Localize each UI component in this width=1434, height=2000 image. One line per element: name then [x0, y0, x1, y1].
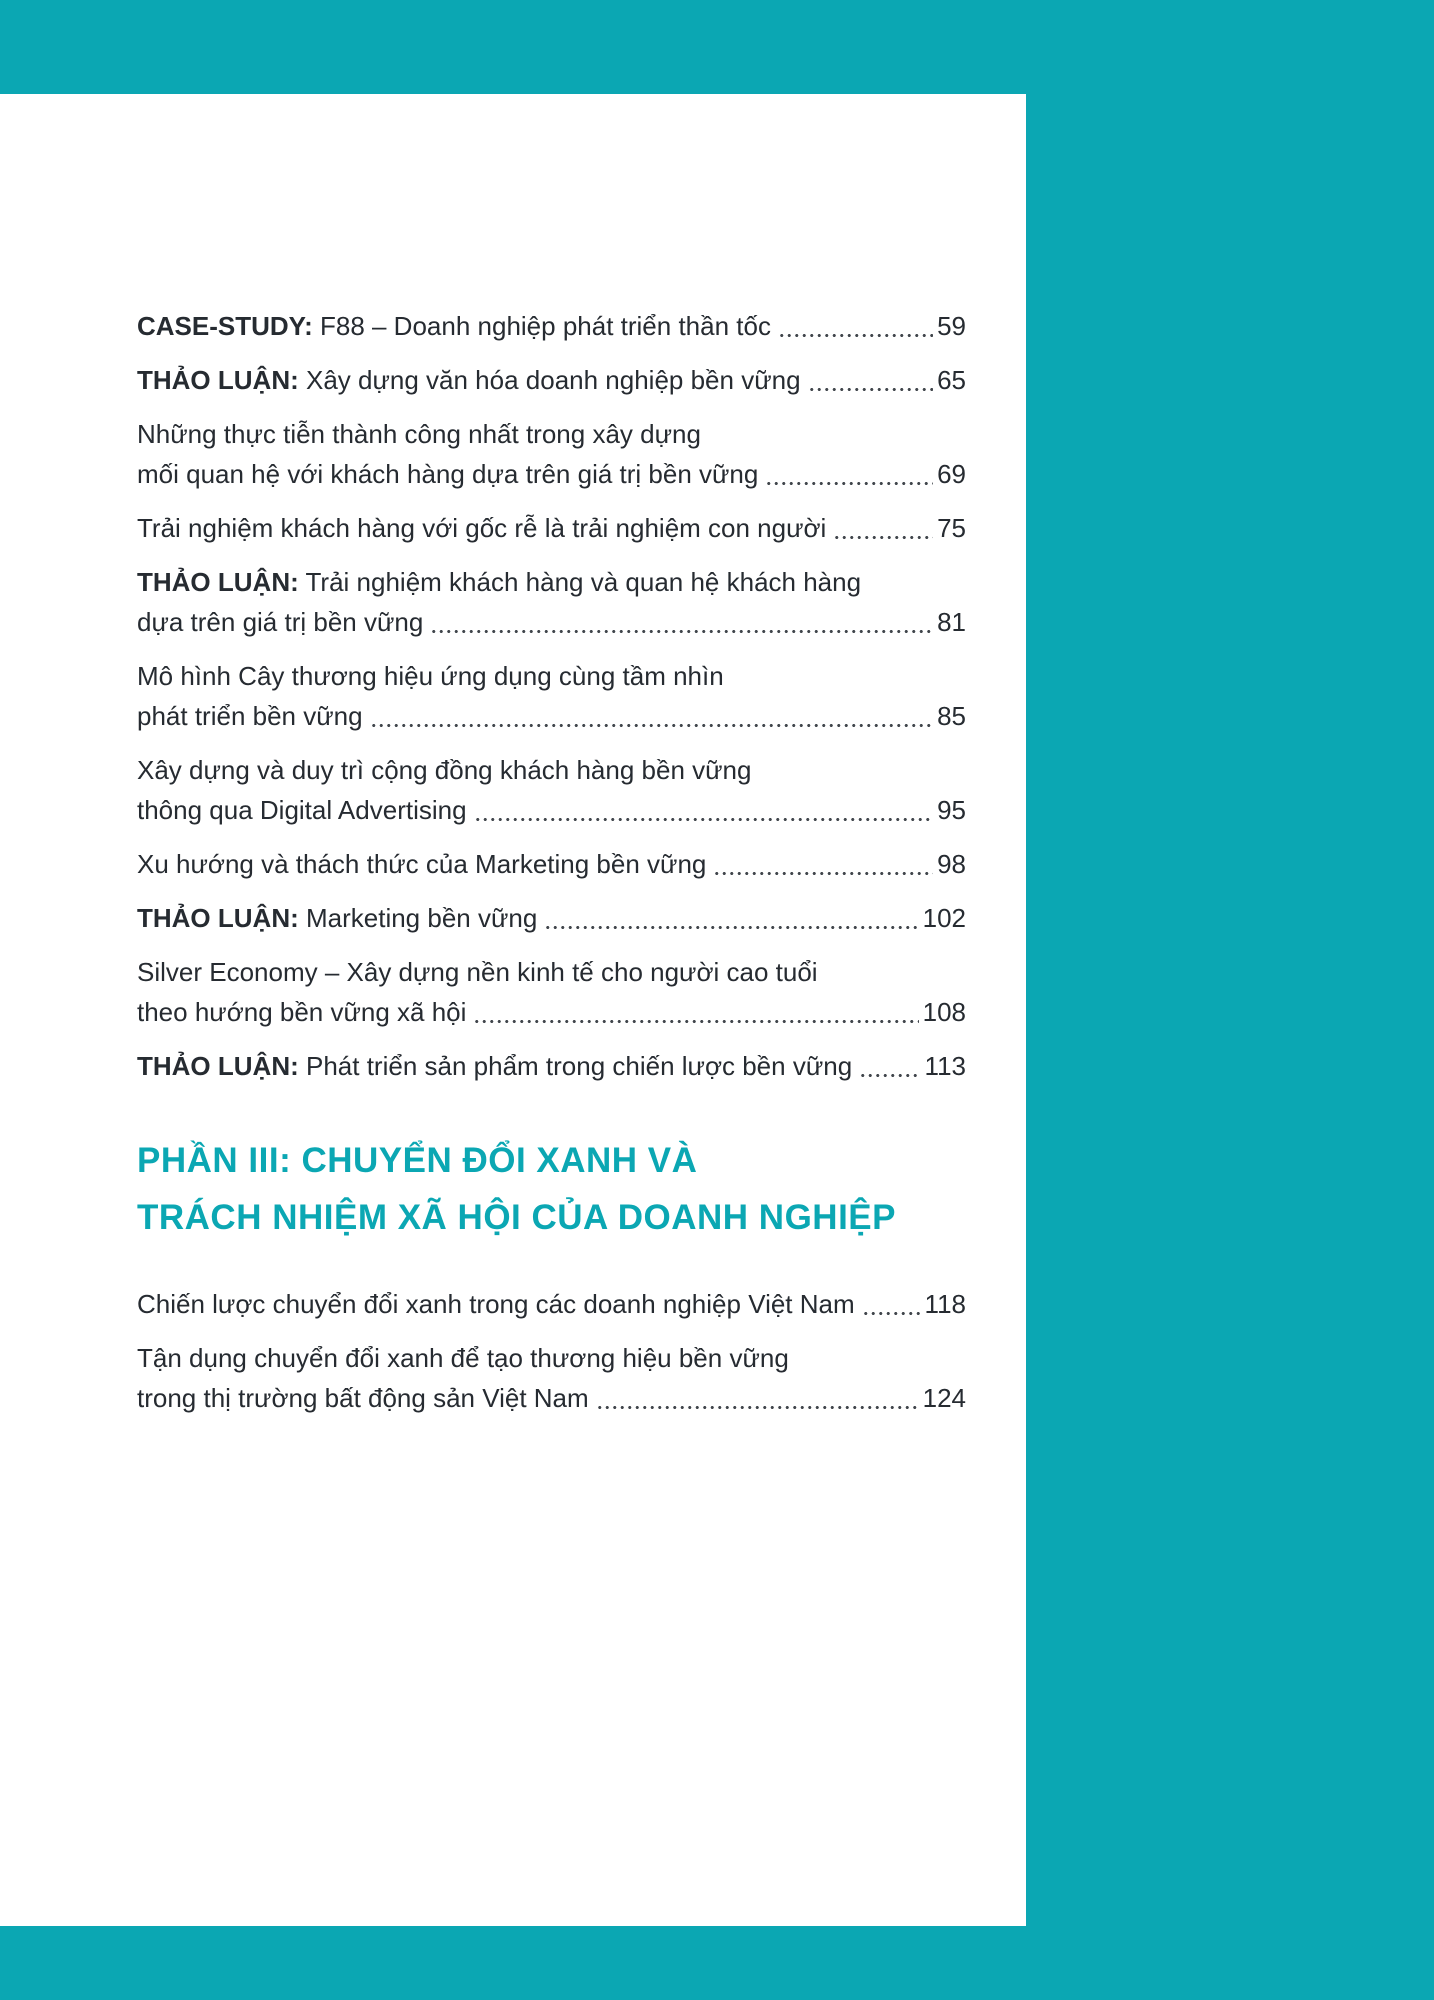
toc-entry-line-last: [137, 790, 966, 830]
toc-entry-line: [137, 656, 966, 696]
toc-entry-line-last: [137, 454, 966, 494]
dotted-leader: [808, 385, 934, 394]
toc-entry-line-last: [137, 508, 966, 548]
toc-entry-line: [137, 414, 966, 454]
page-number: 98: [937, 849, 966, 879]
dotted-leader: [473, 1017, 918, 1026]
toc-entry-line-last: [137, 898, 966, 938]
toc-entry: [137, 1046, 966, 1086]
page-number: 95: [937, 795, 966, 825]
toc-entry-prefix: THẢO LUẬN:: [137, 1051, 299, 1081]
toc-entry-text: Mô hình Cây thương hiệu ứng dụng cùng tầm nhìn: [137, 661, 724, 691]
section-heading: [137, 1132, 966, 1246]
toc-entry-text: phát triển bền vững: [137, 701, 363, 731]
toc-entry: [137, 508, 966, 548]
toc-entry-line-last: [137, 844, 966, 884]
page-number: 75: [937, 513, 966, 543]
toc-entry-text: Trải nghiệm khách hàng với gốc rễ là trải nghiệm con người: [137, 513, 827, 543]
toc-entry: [137, 360, 966, 400]
toc-entries-bottom: [137, 1284, 966, 1418]
toc-entry-text: thông qua Digital Advertising: [137, 795, 467, 825]
dotted-leader: [833, 533, 933, 542]
dotted-leader: [370, 721, 934, 730]
section-heading-line-2: TRÁCH NHIỆM XÃ HỘI CỦA DOANH NGHIỆP: [137, 1198, 896, 1237]
toc-entry-prefix: THẢO LUẬN:: [137, 365, 299, 395]
toc-entry-line-last: [137, 360, 966, 400]
toc-entry-prefix: CASE-STUDY:: [137, 311, 313, 341]
toc-entries-top: [137, 306, 966, 1086]
toc-entry: [137, 952, 966, 1032]
toc-entry-text: THẢO LUẬN: Xây dựng văn hóa doanh nghiệp bền vững: [137, 365, 801, 395]
toc-entry-text: Silver Economy – Xây dựng nền kinh tế cho người cao tuổi: [137, 957, 818, 987]
toc-entry-line: [137, 952, 966, 992]
page-number: 108: [922, 997, 966, 1027]
table-of-contents: [0, 94, 1026, 1418]
dotted-leader: [713, 869, 933, 878]
toc-entry: [137, 844, 966, 884]
toc-entry-text: Những thực tiễn thành công nhất trong xây dựng: [137, 419, 701, 449]
toc-entry-text: theo hướng bền vững xã hội: [137, 997, 467, 1027]
toc-entry-prefix: THẢO LUẬN:: [137, 903, 299, 933]
page-number: 85: [937, 701, 966, 731]
toc-entry: [137, 562, 966, 642]
page-number: 102: [922, 903, 966, 933]
toc-entry-text: THẢO LUẬN: Phát triển sản phẩm trong chiến lược bền vững: [137, 1051, 853, 1081]
dotted-leader: [430, 627, 933, 636]
toc-entry-line: [137, 1338, 966, 1378]
toc-entry-text: Tận dụng chuyển đổi xanh để tạo thương hiệu bền vững: [137, 1343, 789, 1373]
toc-entry: [137, 898, 966, 938]
page-number: 118: [924, 1289, 966, 1319]
toc-entry-text: THẢO LUẬN: Marketing bền vững: [137, 903, 538, 933]
dotted-leader: [862, 1309, 921, 1318]
page-number: 65: [937, 365, 966, 395]
toc-entry: [137, 750, 966, 830]
page-number: 59: [937, 311, 966, 341]
toc-entry: [137, 656, 966, 736]
dotted-leader: [765, 479, 933, 488]
toc-entry-text: Xây dựng và duy trì cộng đồng khách hàng bền vững: [137, 755, 752, 785]
toc-entry-line-last: [137, 1284, 966, 1324]
toc-entry-text: THẢO LUẬN: Trải nghiệm khách hàng và quan hệ khách hàng: [137, 567, 862, 597]
dotted-leader: [859, 1071, 920, 1080]
toc-entry-line-last: [137, 1378, 966, 1418]
toc-entry-line-last: [137, 602, 966, 642]
toc-entry-text: Chiến lược chuyển đổi xanh trong các doanh nghiệp Việt Nam: [137, 1289, 855, 1319]
toc-entry-line-last: [137, 696, 966, 736]
toc-entry-line-last: [137, 1046, 966, 1086]
page-number: 124: [922, 1383, 966, 1413]
toc-entry: [137, 306, 966, 346]
content-page: [0, 94, 1026, 1926]
toc-entry-text: Xu hướng và thách thức của Marketing bền vững: [137, 849, 707, 879]
page-number: 69: [937, 459, 966, 489]
toc-entry-line: [137, 562, 966, 602]
dotted-leader: [596, 1403, 919, 1412]
toc-entry-line-last: [137, 992, 966, 1032]
toc-entry: [137, 414, 966, 494]
dotted-leader: [544, 923, 918, 932]
toc-entry-prefix: THẢO LUẬN:: [137, 567, 299, 597]
toc-entry-text: trong thị trường bất động sản Việt Nam: [137, 1383, 589, 1413]
section-heading-line-1: PHẦN III: CHUYỂN ĐỔI XANH VÀ: [137, 1141, 698, 1180]
toc-entry-text: dựa trên giá trị bền vững: [137, 607, 424, 637]
dotted-leader: [778, 331, 933, 340]
toc-entry-text: mối quan hệ với khách hàng dựa trên giá trị bền vững: [137, 459, 759, 489]
page-number: 113: [924, 1051, 966, 1081]
toc-entry: [137, 1284, 966, 1324]
toc-entry-line-last: [137, 306, 966, 346]
dotted-leader: [474, 815, 934, 824]
toc-entry: [137, 1338, 966, 1418]
toc-entry-text: CASE-STUDY: F88 – Doanh nghiệp phát triển thần tốc: [137, 311, 771, 341]
page-number: 81: [937, 607, 966, 637]
toc-entry-line: [137, 750, 966, 790]
